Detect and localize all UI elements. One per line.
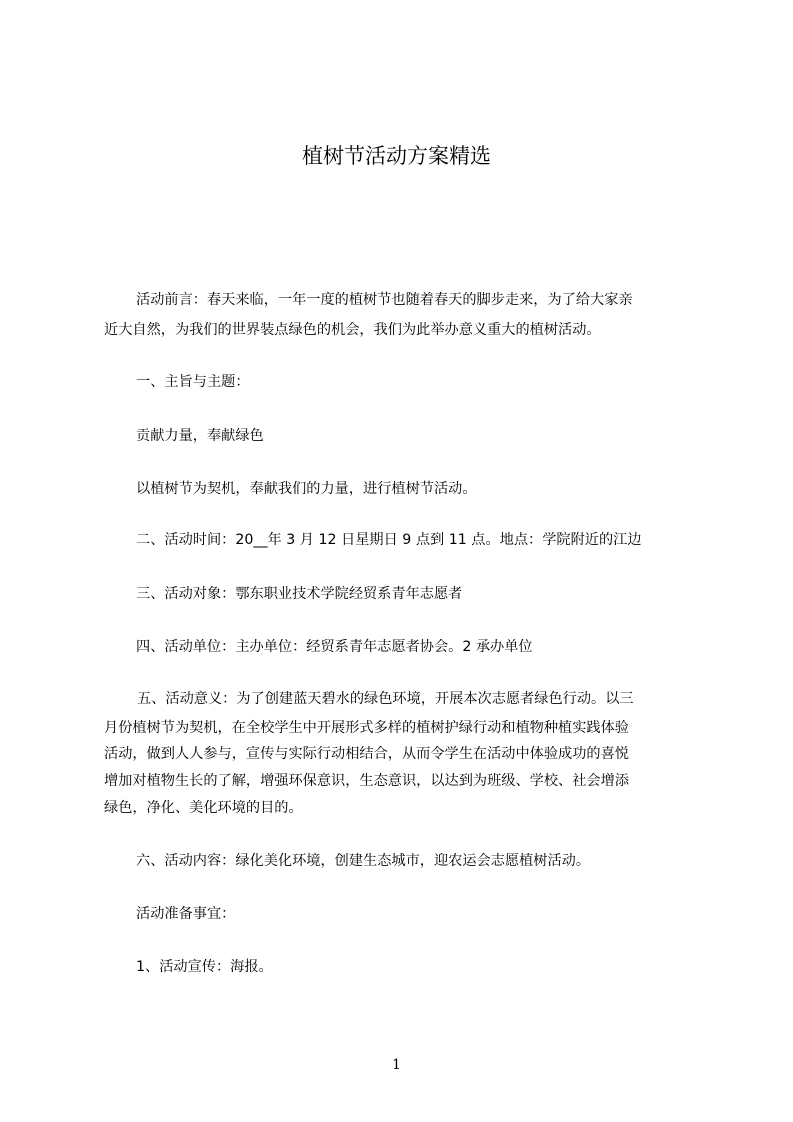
page-title: 植树节活动方案精选 <box>302 144 491 168</box>
section-5-line-1: 五、活动意义：为了创建蓝天碧水的绿色环境，开展本次志愿者绿色行动。以三 <box>137 691 634 707</box>
preparation-heading: 活动准备事宜： <box>136 906 236 922</box>
theme-line: 贡献力量，奉献绿色 <box>136 428 264 444</box>
page-number: 1 <box>392 1057 401 1073</box>
purpose-line: 以植树节为契机，奉献我们的力量，进行植树节活动。 <box>136 481 477 497</box>
preface-line-1: 活动前言：春天来临，一年一度的植树节也随着春天的脚步走来，为了给大家亲 <box>136 292 633 308</box>
section-2-time-location: 二、活动时间：20__年 3 月 12 日星期日 9 点到 11 点。地点：学院附近的江边 <box>136 532 642 548</box>
section-5-line-2: 月份植树节为契机，在全校学生中开展形式多样的植树护绿行动和植物种植实践体验 <box>104 720 629 736</box>
section-5-line-3: 活动，做到人人参与，宣传与实际行动相结合，从而令学生在活动中体验成功的喜悦 <box>104 746 629 762</box>
section-6-content: 六、活动内容：绿化美化环境，创建生态城市，迎农运会志愿植树活动。 <box>136 853 591 869</box>
section-5-line-4: 增加对植物生长的了解，增强环保意识，生态意识，以达到为班级、学校、社会增添 <box>104 773 629 789</box>
section-1-heading: 一、主旨与主题： <box>136 374 250 390</box>
section-4-organizers: 四、活动单位：主办单位：经贸系青年志愿者协会。2 承办单位 <box>136 639 533 655</box>
section-3-participants: 三、活动对象：鄂东职业技术学院经贸系青年志愿者 <box>136 586 463 602</box>
section-5-line-5: 绿色，净化、美化环境的目的。 <box>104 800 303 816</box>
publicity-line: 1、活动宣传：海报。 <box>136 959 273 975</box>
preface-line-2: 近大自然，为我们的世界装点绿色的机会，我们为此举办意义重大的植树活动。 <box>104 322 601 338</box>
